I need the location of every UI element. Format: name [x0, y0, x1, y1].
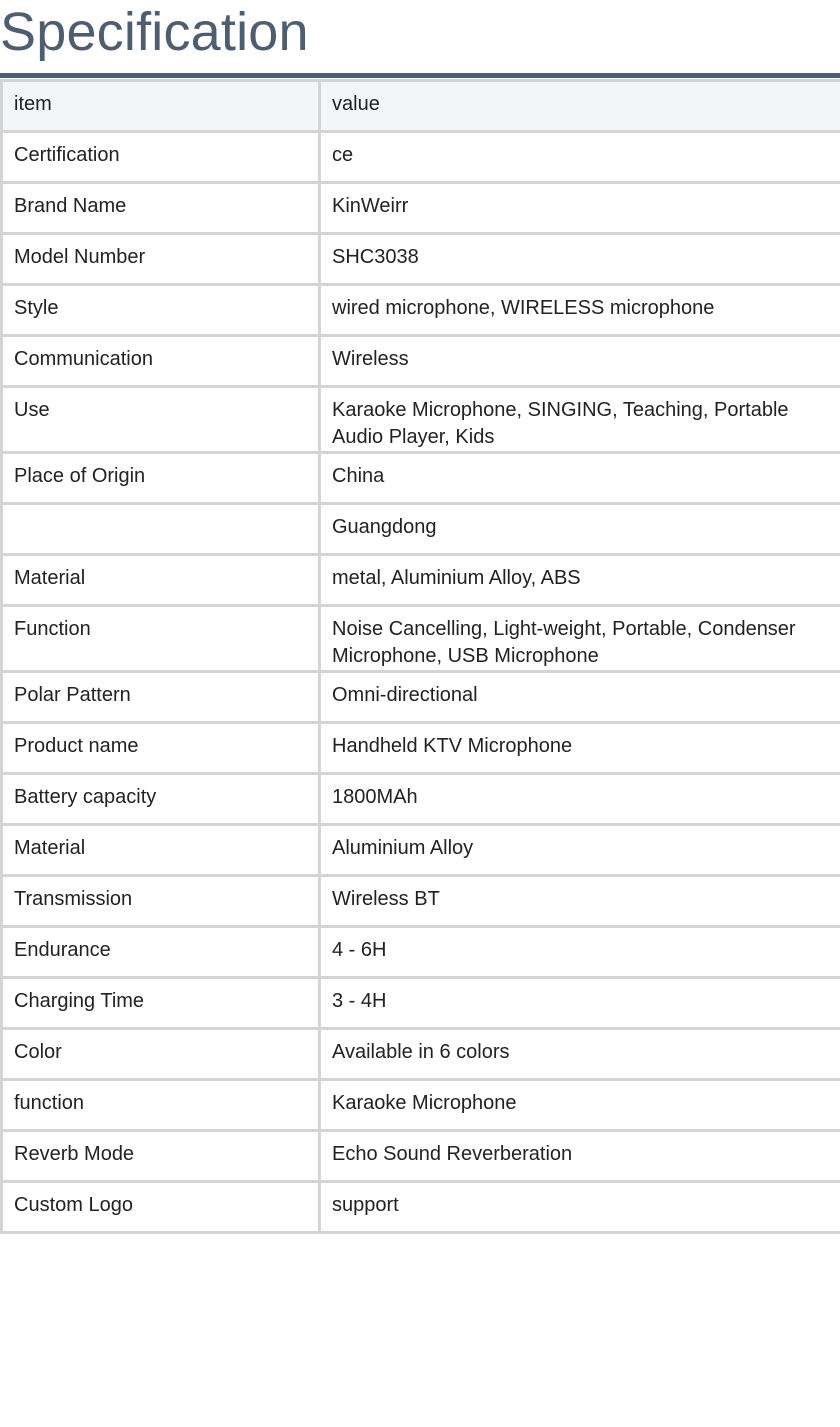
item-cell: function	[2, 1080, 320, 1131]
item-cell: Endurance	[2, 927, 320, 978]
item-cell: Product name	[2, 723, 320, 774]
value-cell: Wireless BT	[320, 876, 840, 927]
specification-table	[0, 79, 840, 1234]
value-cell: KinWeirr	[320, 183, 840, 234]
table-row	[2, 555, 840, 606]
value-cell: support	[320, 1182, 840, 1233]
table-row	[2, 336, 840, 387]
value-cell: Karaoke Microphone	[320, 1080, 840, 1131]
value-cell: China	[320, 453, 840, 504]
table-row	[2, 1131, 840, 1182]
page-title: Specification	[0, 2, 309, 62]
value-cell: Echo Sound Reverberation	[320, 1131, 840, 1182]
value-cell: Available in 6 colors	[320, 1029, 840, 1080]
table-row	[2, 504, 840, 555]
table-row	[2, 978, 840, 1029]
table-row	[2, 453, 840, 504]
value-cell: Handheld KTV Microphone	[320, 723, 840, 774]
table-row	[2, 774, 840, 825]
value-cell: Wireless	[320, 336, 840, 387]
item-cell: Place of Origin	[2, 453, 320, 504]
value-cell: 1800MAh	[320, 774, 840, 825]
table-row	[2, 183, 840, 234]
item-cell: Reverb Mode	[2, 1131, 320, 1182]
value-cell: Guangdong	[320, 504, 840, 555]
item-cell	[2, 504, 320, 555]
item-cell: Material	[2, 555, 320, 606]
value-cell: Karaoke Microphone, SINGING, Teaching, Portable Audio Player, Kids	[320, 387, 840, 453]
header-value-cell: value	[320, 81, 840, 132]
value-cell: wired microphone, WIRELESS microphone	[320, 285, 840, 336]
table-row	[2, 876, 840, 927]
item-cell: Polar Pattern	[2, 672, 320, 723]
item-cell: Style	[2, 285, 320, 336]
table-row	[2, 1029, 840, 1080]
table-row	[2, 723, 840, 774]
value-cell: Noise Cancelling, Light-weight, Portable, Condenser Microphone, USB Microphone	[320, 606, 840, 672]
value-cell: ce	[320, 132, 840, 183]
table-header-row	[2, 81, 840, 132]
value-cell: metal, Aluminium Alloy, ABS	[320, 555, 840, 606]
item-cell: Brand Name	[2, 183, 320, 234]
value-cell: 3 - 4H	[320, 978, 840, 1029]
value-cell: SHC3038	[320, 234, 840, 285]
item-cell: Model Number	[2, 234, 320, 285]
table-row	[2, 1182, 840, 1233]
title-divider	[0, 73, 840, 78]
item-cell: Battery capacity	[2, 774, 320, 825]
item-cell: Material	[2, 825, 320, 876]
item-cell: Certification	[2, 132, 320, 183]
table-row	[2, 606, 840, 672]
item-cell: Color	[2, 1029, 320, 1080]
table-row	[2, 132, 840, 183]
header-item-cell: item	[2, 81, 320, 132]
item-cell: Communication	[2, 336, 320, 387]
item-cell: Charging Time	[2, 978, 320, 1029]
table-row	[2, 927, 840, 978]
item-cell: Use	[2, 387, 320, 453]
value-cell: Omni-directional	[320, 672, 840, 723]
item-cell: Function	[2, 606, 320, 672]
table-row	[2, 825, 840, 876]
table-row	[2, 234, 840, 285]
value-cell: 4 - 6H	[320, 927, 840, 978]
item-cell: Custom Logo	[2, 1182, 320, 1233]
item-cell: Transmission	[2, 876, 320, 927]
table-row	[2, 1080, 840, 1131]
table-row	[2, 285, 840, 336]
table-row	[2, 387, 840, 453]
value-cell: Aluminium Alloy	[320, 825, 840, 876]
table-row	[2, 672, 840, 723]
